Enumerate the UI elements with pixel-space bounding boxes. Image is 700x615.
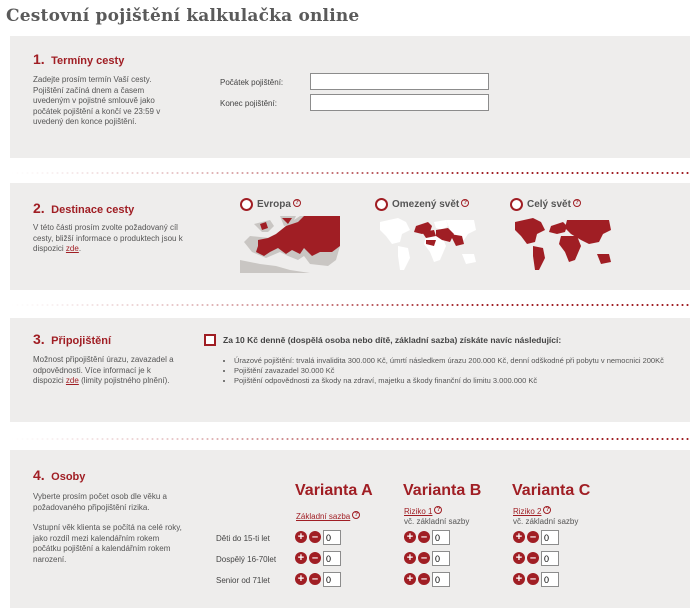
section-persons (10, 450, 690, 608)
section-divider (10, 302, 690, 308)
section-divider (10, 170, 690, 176)
help-icon[interactable]: ? (461, 199, 469, 207)
addon-checkbox[interactable] (204, 334, 216, 346)
section-title: Osoby (51, 471, 86, 483)
section-divider (10, 436, 690, 442)
destination-radio-whole-world[interactable] (510, 198, 523, 211)
end-date-label: Konec pojištění: (220, 99, 277, 108)
addons-limits-link[interactable]: zde (65, 376, 79, 385)
variant-c-subtitle: vč. základní sazby (513, 517, 579, 526)
row-label-seniors: Senior od 71let (216, 576, 270, 585)
page-title: Cestovní pojištění kalkulačka online (6, 6, 360, 26)
destination-label-limited-world (392, 199, 469, 210)
minus-button[interactable]: – (527, 552, 539, 564)
help-icon[interactable]: ? (543, 506, 551, 514)
section-number: 3. (33, 331, 45, 347)
row-label-children: Děti do 15-ti let (216, 534, 270, 543)
list-item: • Úrazové pojištění: trvalá invalidita 300.000 Kč, úmrtí následkem úrazu 200.000 Kč, denní odškodné při pobytu v nemocnici 200Kč (234, 356, 664, 366)
variant-a-base-rate-link[interactable]: Základní sazba (296, 512, 351, 521)
variant-b-link-row (404, 506, 469, 527)
world-map-limited-icon[interactable] (376, 216, 479, 273)
destination-label-europe (257, 199, 301, 210)
quantity-input[interactable] (323, 530, 341, 545)
variant-b-risk-link[interactable]: Riziko 1 (404, 507, 433, 516)
plus-button[interactable]: + (513, 552, 525, 564)
row-label-adults: Dospělý 16-70let (216, 555, 277, 564)
addons-description (33, 355, 183, 387)
minus-button[interactable]: – (418, 531, 430, 543)
quantity-input[interactable] (323, 551, 341, 566)
minus-button[interactable]: – (418, 552, 430, 564)
destination-option-text: Evropa (257, 199, 291, 210)
plus-button[interactable]: + (295, 573, 307, 585)
section-addons (10, 318, 690, 422)
section-number: 2. (33, 200, 45, 216)
destination-radio-limited-world[interactable] (375, 198, 388, 211)
list-item: • Pojištění odpovědnosti za škody na zdraví, majetku a škody finanční do limitu 3.000.000 Kč (234, 376, 664, 386)
europe-map-icon[interactable] (240, 216, 343, 273)
variant-c-title: Varianta C (512, 482, 591, 499)
plus-button[interactable]: + (513, 531, 525, 543)
plus-button[interactable]: + (295, 552, 307, 564)
persons-age-note: Vstupní věk klienta se počítá na celé roky, jako rozdíl mezi kalendářním rokem počátku pojištění a kalendářním rokem narození. (33, 523, 182, 564)
destination-label-whole-world (527, 199, 581, 210)
addon-list (224, 356, 664, 386)
quantity-input[interactable] (432, 551, 450, 566)
help-icon[interactable]: ? (352, 511, 360, 519)
destination-option-text: Celý svět (527, 199, 571, 210)
section-title: Termíny cesty (51, 55, 125, 67)
plus-button[interactable]: + (295, 531, 307, 543)
destination-description: V této části prosím zvolte požadovaný cíl cesty, bližší informace o produktech jsou k dispozici zde. (33, 223, 183, 253)
quantity-input[interactable] (432, 530, 450, 545)
section-persons-heading (33, 467, 85, 485)
start-date-label: Počátek pojištění: (220, 78, 284, 87)
plus-button[interactable]: + (404, 552, 416, 564)
section-title: Připojištění (51, 335, 112, 347)
quantity-input[interactable] (323, 572, 341, 587)
variant-b-title: Varianta B (403, 482, 482, 499)
section-destination-heading (33, 200, 134, 218)
minus-button[interactable]: – (309, 552, 321, 564)
world-map-full-icon[interactable] (511, 216, 614, 273)
plus-button[interactable]: + (513, 573, 525, 585)
quantity-input[interactable] (541, 530, 559, 545)
minus-button[interactable]: – (309, 573, 321, 585)
minus-button[interactable]: – (527, 573, 539, 585)
variant-a-link-row (296, 511, 360, 522)
addon-offer-text: Za 10 Kč denně (dospělá osoba nebo dítě, základní sazba) získáte navíc následující: (223, 335, 562, 345)
destination-radio-europe[interactable] (240, 198, 253, 211)
terms-description: Zadejte prosím termín Vaší cesty. Pojištění začíná dnem a časem uvedeným v pojistné smlouvě jako počátek pojištění a končí ve 23:59 v uvedený den konce pojištění. (33, 75, 161, 126)
section-number: 1. (33, 51, 45, 67)
help-icon[interactable]: ? (573, 199, 581, 207)
help-icon[interactable]: ? (293, 199, 301, 207)
variant-b-subtitle: vč. základní sazby (404, 517, 470, 526)
destination-option-text: Omezený svět (392, 199, 460, 210)
addons-description-after: (limity pojistného plnění). (81, 376, 170, 385)
destination-description-text: V této části prosím zvolte požadovaný cíl cesty, bližší informace o produktech jsou k dispozici (33, 223, 183, 253)
quantity-input[interactable] (541, 551, 559, 566)
plus-button[interactable]: + (404, 531, 416, 543)
start-date-input[interactable] (310, 73, 489, 90)
variant-a-title: Varianta A (295, 482, 373, 499)
variant-c-risk-link[interactable]: Riziko 2 (513, 507, 542, 516)
destination-info-link[interactable]: zde (65, 244, 79, 253)
section-terms-heading (33, 51, 124, 69)
addons-description-text: Možnost připojištění úrazu, zavazadel a odpovědnosti. Více informací je k dispozici (33, 355, 174, 385)
list-item: • Pojištění zavazadel 30.000 Kč (234, 366, 664, 376)
persons-description: Vyberte prosím počet osob dle věku a požadovaného připojištění rizika. (33, 492, 167, 512)
section-number: 4. (33, 467, 45, 483)
plus-button[interactable]: + (404, 573, 416, 585)
section-terms (10, 36, 690, 158)
help-icon[interactable]: ? (434, 506, 442, 514)
minus-button[interactable]: – (418, 573, 430, 585)
section-addons-heading (33, 331, 111, 349)
variant-c-link-row (513, 506, 578, 527)
minus-button[interactable]: – (309, 531, 321, 543)
quantity-input[interactable] (432, 572, 450, 587)
minus-button[interactable]: – (527, 531, 539, 543)
section-destination (10, 183, 690, 290)
section-title: Destinace cesty (51, 204, 135, 216)
quantity-input[interactable] (541, 572, 559, 587)
end-date-input[interactable] (310, 94, 489, 111)
